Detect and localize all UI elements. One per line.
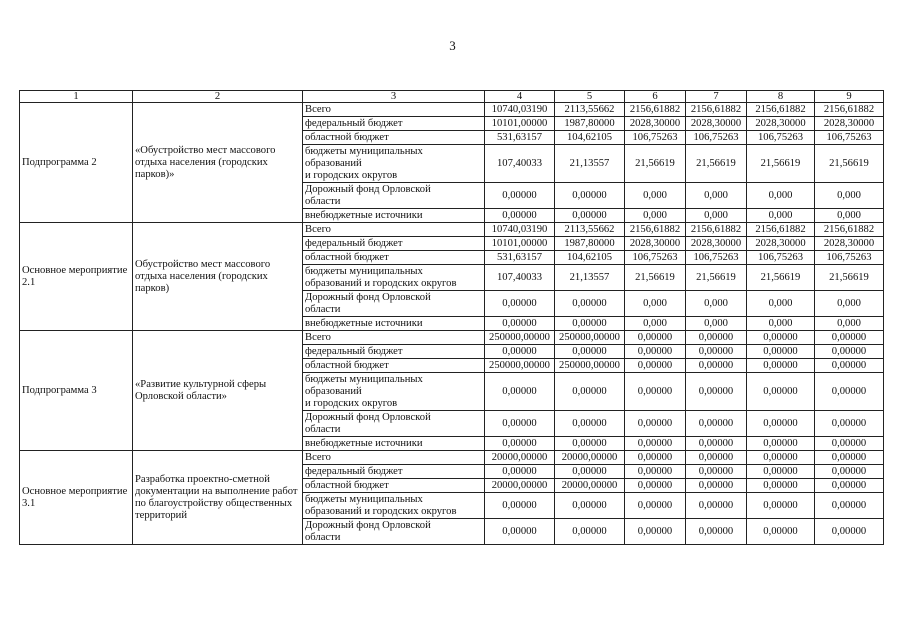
amount-cell: 1987,80000 <box>555 117 625 131</box>
amount-cell: 0,00000 <box>625 479 686 493</box>
funding-source: Всего <box>303 223 485 237</box>
amount-cell: 0,00000 <box>815 345 884 359</box>
amount-cell: 20000,00000 <box>555 479 625 493</box>
amount-cell: 2028,30000 <box>747 237 815 251</box>
amount-cell: 0,000 <box>686 183 747 209</box>
amount-cell: 0,00000 <box>555 411 625 437</box>
funding-source: областной бюджет <box>303 359 485 373</box>
amount-cell: 0,00000 <box>815 493 884 519</box>
column-header: 6 <box>625 91 686 103</box>
amount-cell: 0,000 <box>625 183 686 209</box>
amount-cell: 0,00000 <box>815 359 884 373</box>
amount-cell: 0,00000 <box>747 519 815 545</box>
amount-cell: 0,00000 <box>625 451 686 465</box>
amount-cell: 106,75263 <box>815 251 884 265</box>
amount-cell: 250000,00000 <box>485 331 555 345</box>
amount-cell: 250000,00000 <box>485 359 555 373</box>
amount-cell: 0,00000 <box>815 373 884 411</box>
program-title: «Обустройство мест массового отдыха населения (городских парков)» <box>133 103 303 223</box>
amount-cell: 106,75263 <box>747 131 815 145</box>
amount-cell: 104,62105 <box>555 251 625 265</box>
amount-cell: 20000,00000 <box>555 451 625 465</box>
funding-source: Дорожный фонд Орловской области <box>303 291 485 317</box>
column-header: 3 <box>303 91 485 103</box>
amount-cell: 0,00000 <box>625 331 686 345</box>
amount-cell: 2028,30000 <box>686 237 747 251</box>
table-row <box>20 103 884 117</box>
amount-cell: 531,63157 <box>485 131 555 145</box>
amount-cell: 0,00000 <box>485 209 555 223</box>
amount-cell: 0,00000 <box>555 493 625 519</box>
funding-source: бюджеты муниципальных образований и городских округов <box>303 493 485 519</box>
funding-source: федеральный бюджет <box>303 345 485 359</box>
amount-cell: 0,000 <box>815 317 884 331</box>
amount-cell: 0,00000 <box>747 465 815 479</box>
program-name: Основное мероприятие 3.1 <box>20 451 133 545</box>
amount-cell: 0,00000 <box>625 519 686 545</box>
amount-cell: 0,00000 <box>485 291 555 317</box>
amount-cell: 2113,55662 <box>555 223 625 237</box>
table-row <box>20 223 884 237</box>
amount-cell: 0,00000 <box>747 359 815 373</box>
amount-cell: 0,00000 <box>485 493 555 519</box>
amount-cell: 0,00000 <box>555 317 625 331</box>
amount-cell: 0,00000 <box>625 373 686 411</box>
amount-cell: 106,75263 <box>686 251 747 265</box>
amount-cell: 0,00000 <box>485 437 555 451</box>
amount-cell: 0,000 <box>625 209 686 223</box>
amount-cell: 0,00000 <box>485 373 555 411</box>
amount-cell: 21,56619 <box>686 145 747 183</box>
amount-cell: 2028,30000 <box>625 117 686 131</box>
amount-cell: 0,00000 <box>747 411 815 437</box>
column-header: 8 <box>747 91 815 103</box>
amount-cell: 0,000 <box>686 317 747 331</box>
amount-cell: 0,00000 <box>555 291 625 317</box>
column-header: 4 <box>485 91 555 103</box>
amount-cell: 0,00000 <box>625 345 686 359</box>
amount-cell: 0,00000 <box>555 345 625 359</box>
amount-cell: 2156,61882 <box>747 103 815 117</box>
amount-cell: 0,000 <box>747 317 815 331</box>
table-row <box>20 331 884 345</box>
amount-cell: 1987,80000 <box>555 237 625 251</box>
amount-cell: 2156,61882 <box>815 103 884 117</box>
funding-source: федеральный бюджет <box>303 237 485 251</box>
column-header: 7 <box>686 91 747 103</box>
program-name: Подпрограмма 2 <box>20 103 133 223</box>
amount-cell: 106,75263 <box>686 131 747 145</box>
funding-source: областной бюджет <box>303 479 485 493</box>
amount-cell: 0,00000 <box>815 331 884 345</box>
amount-cell: 0,00000 <box>686 411 747 437</box>
funding-source: Всего <box>303 451 485 465</box>
amount-cell: 20000,00000 <box>485 451 555 465</box>
amount-cell: 0,000 <box>815 209 884 223</box>
amount-cell: 0,00000 <box>625 493 686 519</box>
amount-cell: 0,00000 <box>485 183 555 209</box>
amount-cell: 2156,61882 <box>815 223 884 237</box>
amount-cell: 21,56619 <box>747 265 815 291</box>
amount-cell: 0,00000 <box>555 465 625 479</box>
amount-cell: 0,00000 <box>747 493 815 519</box>
funding-source: бюджеты муниципальных образований и городских округов <box>303 373 485 411</box>
amount-cell: 0,00000 <box>625 411 686 437</box>
amount-cell: 106,75263 <box>625 131 686 145</box>
amount-cell: 0,000 <box>747 209 815 223</box>
amount-cell: 250000,00000 <box>555 359 625 373</box>
amount-cell: 0,00000 <box>555 519 625 545</box>
amount-cell: 0,00000 <box>625 359 686 373</box>
funding-source: внебюджетные источники <box>303 317 485 331</box>
amount-cell: 0,00000 <box>555 209 625 223</box>
amount-cell: 0,000 <box>747 183 815 209</box>
amount-cell: 0,00000 <box>686 345 747 359</box>
amount-cell: 2028,30000 <box>686 117 747 131</box>
amount-cell: 2028,30000 <box>747 117 815 131</box>
amount-cell: 21,56619 <box>815 265 884 291</box>
amount-cell: 107,40033 <box>485 145 555 183</box>
column-header: 1 <box>20 91 133 103</box>
amount-cell: 21,56619 <box>625 265 686 291</box>
funding-source: Всего <box>303 331 485 345</box>
amount-cell: 0,000 <box>747 291 815 317</box>
amount-cell: 0,00000 <box>686 519 747 545</box>
funding-source: федеральный бюджет <box>303 117 485 131</box>
amount-cell: 2028,30000 <box>815 237 884 251</box>
amount-cell: 0,00000 <box>485 519 555 545</box>
amount-cell: 0,000 <box>686 209 747 223</box>
amount-cell: 2156,61882 <box>686 223 747 237</box>
amount-cell: 10740,03190 <box>485 103 555 117</box>
amount-cell: 2156,61882 <box>625 223 686 237</box>
amount-cell: 0,00000 <box>815 437 884 451</box>
amount-cell: 0,00000 <box>815 479 884 493</box>
amount-cell: 0,00000 <box>485 465 555 479</box>
funding-source: Дорожный фонд Орловской области <box>303 519 485 545</box>
header-row <box>20 91 884 103</box>
amount-cell: 2113,55662 <box>555 103 625 117</box>
funding-source: внебюджетные источники <box>303 437 485 451</box>
amount-cell: 0,00000 <box>686 437 747 451</box>
amount-cell: 21,56619 <box>747 145 815 183</box>
amount-cell: 0,00000 <box>815 519 884 545</box>
program-name: Подпрограмма 3 <box>20 331 133 451</box>
amount-cell: 0,00000 <box>686 331 747 345</box>
amount-cell: 0,000 <box>625 291 686 317</box>
funding-source: областной бюджет <box>303 131 485 145</box>
amount-cell: 10101,00000 <box>485 237 555 251</box>
amount-cell: 0,000 <box>815 183 884 209</box>
funding-source: Всего <box>303 103 485 117</box>
amount-cell: 21,56619 <box>686 265 747 291</box>
amount-cell: 2028,30000 <box>625 237 686 251</box>
amount-cell: 531,63157 <box>485 251 555 265</box>
amount-cell: 106,75263 <box>625 251 686 265</box>
amount-cell: 2028,30000 <box>815 117 884 131</box>
amount-cell: 0,00000 <box>485 345 555 359</box>
table-row <box>20 451 884 465</box>
amount-cell: 0,00000 <box>815 465 884 479</box>
amount-cell: 0,00000 <box>625 437 686 451</box>
amount-cell: 0,00000 <box>686 451 747 465</box>
amount-cell: 0,00000 <box>747 373 815 411</box>
amount-cell: 0,00000 <box>686 493 747 519</box>
amount-cell: 107,40033 <box>485 265 555 291</box>
amount-cell: 0,000 <box>686 291 747 317</box>
amount-cell: 0,00000 <box>485 411 555 437</box>
amount-cell: 0,00000 <box>555 437 625 451</box>
funding-source: бюджеты муниципальных образований и городских округов <box>303 265 485 291</box>
amount-cell: 0,00000 <box>747 479 815 493</box>
amount-cell: 0,00000 <box>555 183 625 209</box>
amount-cell: 0,00000 <box>686 373 747 411</box>
amount-cell: 0,000 <box>625 317 686 331</box>
amount-cell: 0,00000 <box>747 345 815 359</box>
amount-cell: 104,62105 <box>555 131 625 145</box>
amount-cell: 2156,61882 <box>747 223 815 237</box>
funding-source: Дорожный фонд Орловской области <box>303 183 485 209</box>
funding-source: федеральный бюджет <box>303 465 485 479</box>
column-header: 9 <box>815 91 884 103</box>
amount-cell: 0,00000 <box>686 465 747 479</box>
amount-cell: 0,00000 <box>555 373 625 411</box>
amount-cell: 106,75263 <box>747 251 815 265</box>
amount-cell: 21,13557 <box>555 265 625 291</box>
funding-source: бюджеты муниципальных образований и городских округов <box>303 145 485 183</box>
funding-source: Дорожный фонд Орловской области <box>303 411 485 437</box>
page-number: 3 <box>449 38 456 53</box>
amount-cell: 20000,00000 <box>485 479 555 493</box>
amount-cell: 0,00000 <box>686 359 747 373</box>
amount-cell: 10740,03190 <box>485 223 555 237</box>
amount-cell: 250000,00000 <box>555 331 625 345</box>
funding-source: областной бюджет <box>303 251 485 265</box>
amount-cell: 21,56619 <box>625 145 686 183</box>
amount-cell: 21,13557 <box>555 145 625 183</box>
amount-cell: 2156,61882 <box>625 103 686 117</box>
amount-cell: 0,00000 <box>747 331 815 345</box>
amount-cell: 10101,00000 <box>485 117 555 131</box>
column-header: 5 <box>555 91 625 103</box>
amount-cell: 0,00000 <box>485 317 555 331</box>
amount-cell: 0,00000 <box>686 479 747 493</box>
program-title: Разработка проектно-сметной документации на выполнение работ по благоустройству общественных территорий <box>133 451 303 545</box>
amount-cell: 0,00000 <box>747 437 815 451</box>
amount-cell: 0,00000 <box>625 465 686 479</box>
amount-cell: 21,56619 <box>815 145 884 183</box>
program-title: «Развитие культурной сферы Орловской области» <box>133 331 303 451</box>
funding-source: внебюджетные источники <box>303 209 485 223</box>
amount-cell: 106,75263 <box>815 131 884 145</box>
amount-cell: 0,00000 <box>815 451 884 465</box>
amount-cell: 0,000 <box>815 291 884 317</box>
amount-cell: 2156,61882 <box>686 103 747 117</box>
column-header: 2 <box>133 91 303 103</box>
amount-cell: 0,00000 <box>815 411 884 437</box>
budget-table <box>19 90 884 545</box>
amount-cell: 0,00000 <box>747 451 815 465</box>
program-name: Основное мероприятие 2.1 <box>20 223 133 331</box>
program-title: Обустройство мест массового отдыха населения (городских парков) <box>133 223 303 331</box>
